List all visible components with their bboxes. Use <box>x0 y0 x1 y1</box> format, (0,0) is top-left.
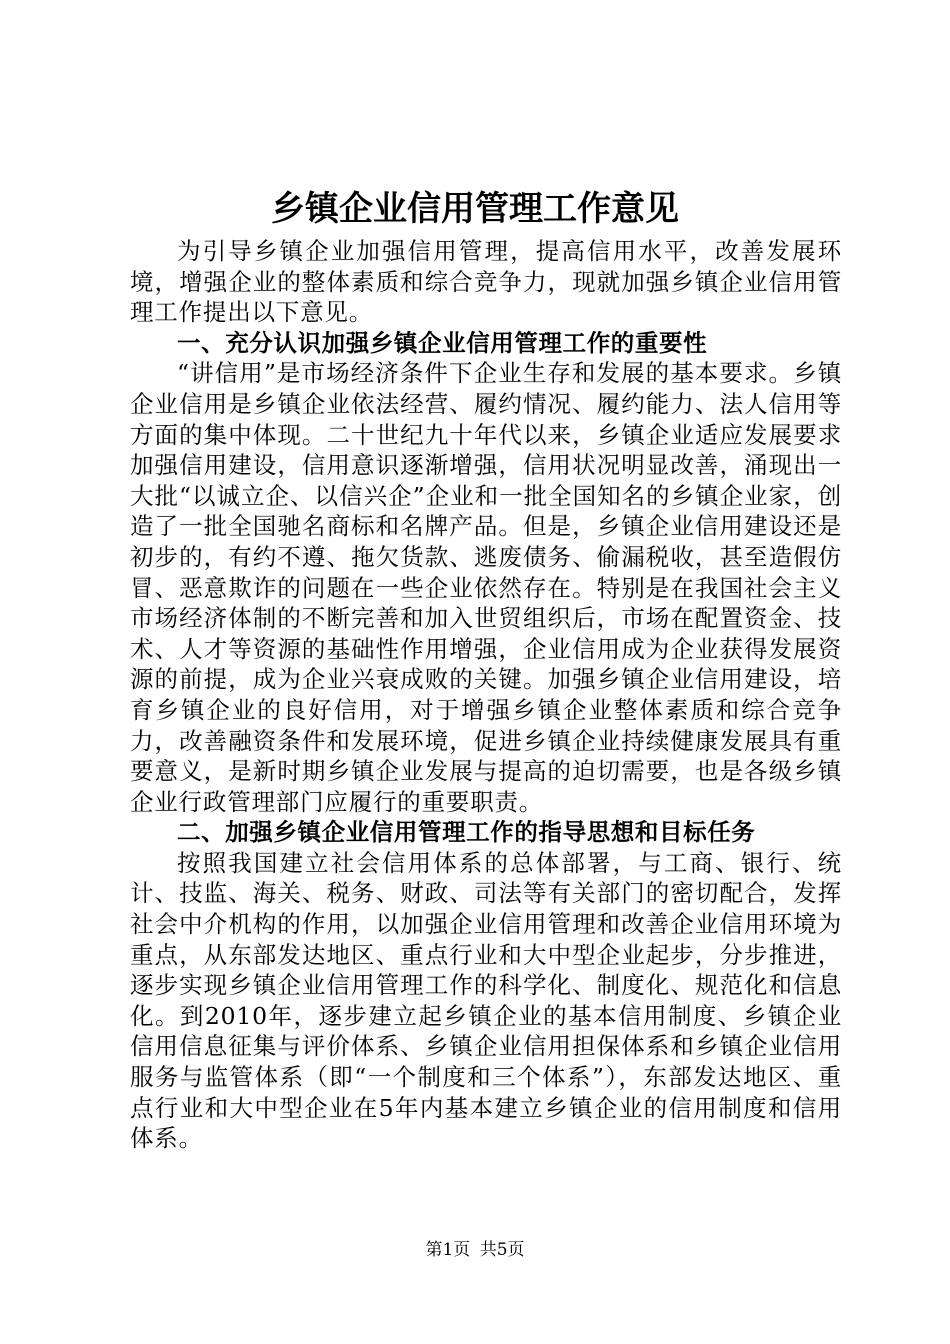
document-title: 乡镇企业信用管理工作意见 <box>271 189 679 229</box>
section-1-paragraph: “讲信用”是市场经济条件下企业生存和发展的基本要求。乡镇企业信用是乡镇企业依法经营、履约情况、履约能力、法人信用等方面的集中体现。二十世纪九十年代以来，乡镇企业适应发展要求加强信用建设，信用意识逐渐增强，信用状况明显改善，涌现出一大批“以诚立企、以信兴企”企业和一批全国知名的乡镇企业家，创造了一批全国驰名商标和名牌产品。但是，乡镇企业信用建设还是初步的，有约不遵、拖欠货款、逃废债务、偷漏税收，甚至造假仿冒、恶意欺诈的问题在一些企业依然存在。特别是在我国社会主义市场经济体制的不断完善和加入世贸组织后，市场在配置资金、技术、人才等资源的基础性作用增强，企业信用成为企业获得发展资源的前提，成为企业兴衰成败的关键。加强乡镇企业信用建设，培育乡镇企业的良好信用，对于增强乡镇企业整体素质和综合竞争力，改善融资条件和发展环境，促进乡镇企业持续健康发展具有重要意义，是新时期乡镇企业发展与提高的迫切需要，也是各级乡镇企业行政管理部门应履行的重要职责。 <box>130 359 842 816</box>
section-2-paragraph: 按照我国建立社会信用体系的总体部署，与工商、银行、统计、技监、海关、税务、财政、司法等有关部门的密切配合，发挥社会中介机构的作用，以加强企业信用管理和改善企业信用环境为重点，从东部发达地区、重点行业和大中型企业起步，分步推进，逐步实现乡镇企业信用管理工作的科学化、制度化、规范化和信息化。到2010年，逐步建立起乡镇企业的基本信用制度、乡镇企业信用信息征集与评价体系、乡镇企业信用担保体系和乡镇企业信用服务与监管体系（即“一个制度和三个体系”），东部发达地区、重点行业和大中型企业在5年内基本建立乡镇企业的信用制度和信用体系。 <box>130 848 842 1153</box>
intro-paragraph: 为引导乡镇企业加强信用管理，提高信用水平，改善发展环境，增强企业的整体素质和综合竞争力，现就加强乡镇企业信用管理工作提出以下意见。 <box>130 237 842 327</box>
document-body <box>130 236 842 1154</box>
section-2-heading: 二、加强乡镇企业信用管理工作的指导思想和目标任务 <box>177 818 756 847</box>
page-footer: 第1页 共5页 <box>425 1240 525 1260</box>
section-1-heading: 一、充分认识加强乡镇企业信用管理工作的重要性 <box>177 328 708 357</box>
